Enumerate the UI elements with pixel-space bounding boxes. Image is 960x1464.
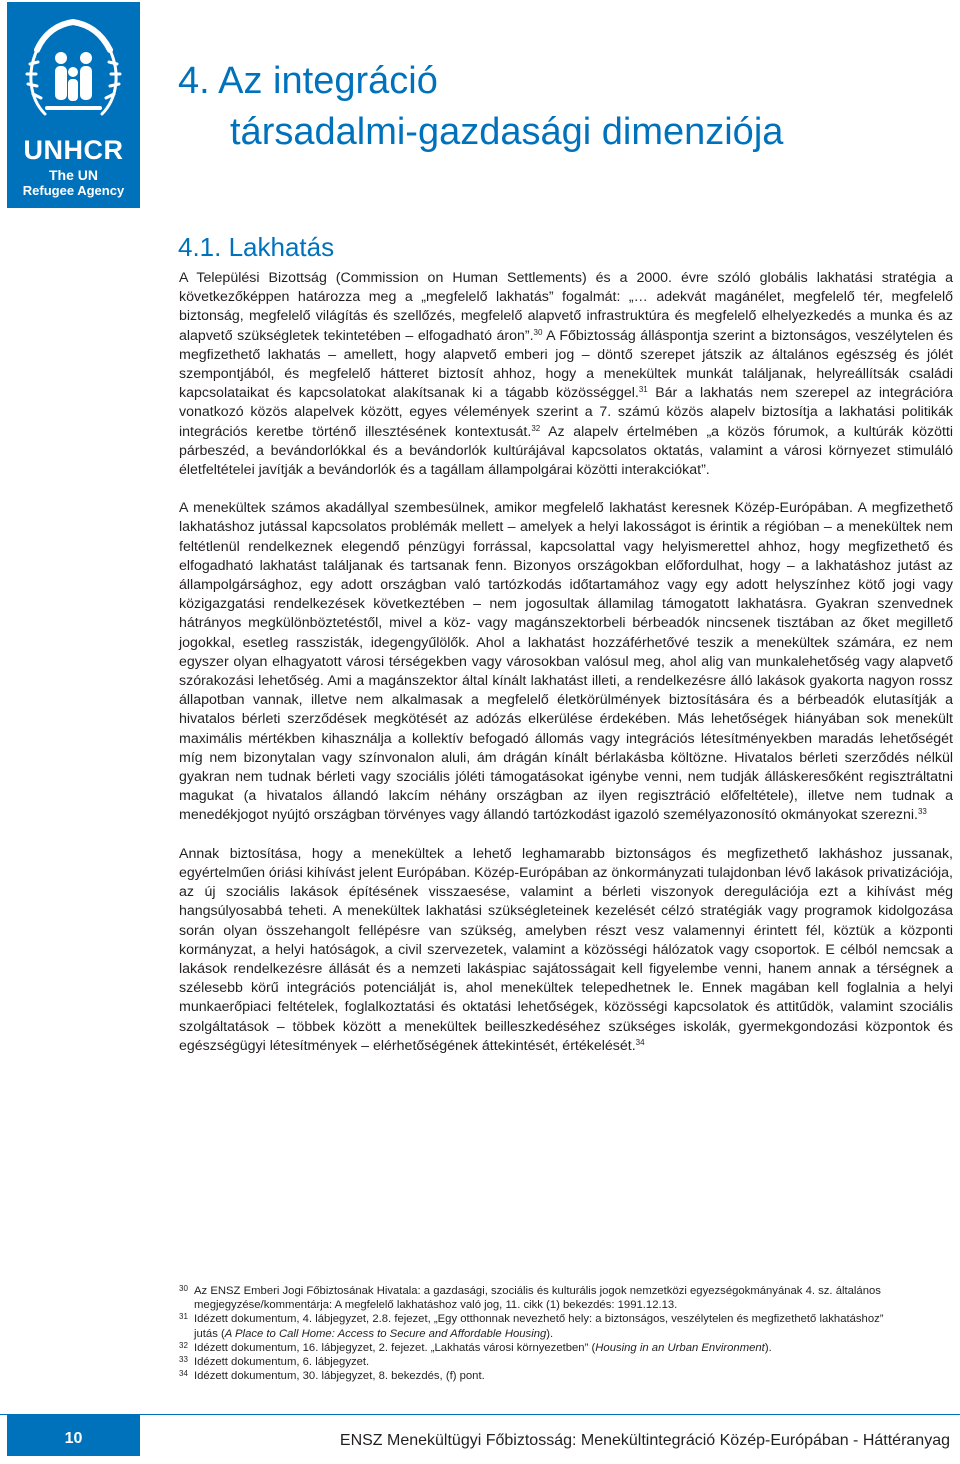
footnote-number: 34	[179, 1369, 188, 1379]
chapter-title-line1: 4. Az integráció	[178, 60, 438, 102]
footnote-title-italic: A Place to Call Home: Access to Secure and Affordable Housing	[224, 1327, 547, 1340]
footnote-text: Idézett dokumentum, 16. lábjegyzet, 2. fejezet. „Lakhatás városi környezetben” (	[194, 1341, 596, 1354]
unhcr-emblem-icon	[7, 2, 140, 134]
footnote-34	[179, 1369, 899, 1383]
chapter-title-line2: társadalmi-gazdasági dimenziója	[230, 111, 784, 153]
footnote-number: 33	[179, 1355, 188, 1365]
footnote-33	[179, 1355, 899, 1369]
footnote-text: Idézett dokumentum, 30. lábjegyzet, 8. bekezdés, (f) pont.	[194, 1370, 485, 1383]
paragraph-text: Az alapelv értelmében „a közös fórumok, a kultúrák közötti párbeszéd, a bevándorlókkal és a bevándorlók kultúrájával kapcsolatos oktatás, valamint a városi környezet stimuláló életfeltételei javítják a bevándorlók és a tagállam állampolgárai közötti interakciókat”.	[179, 423, 953, 479]
logo-tagline-line1: The UN	[49, 167, 98, 183]
footer-divider	[0, 1414, 960, 1415]
footnote-text: Idézett dokumentum, 6. lábjegyzet.	[194, 1356, 370, 1369]
logo-wordmark: UNHCR	[23, 135, 124, 165]
footnote-30	[179, 1284, 899, 1312]
footnote-number: 30	[179, 1284, 188, 1293]
unhcr-logo	[7, 2, 140, 208]
footnote-ref: 30	[533, 327, 543, 337]
page-number: 10	[7, 1414, 140, 1456]
paragraph-text: A Települési Bizottság (Commission on Human Settlements) és a 2000. évre szóló globális lakhatási stratégia a következőképpen határozza meg a „megfelelő lakhatás” fogalmát: „… adekvát magánélet, megfelelő tér, megfelelő biztonság, megfelelő világítás és szellőzés, megfelelő alapvető infrastruktúra és megfelelő elhelyezkedés a munka és az alapvető szükségletek tekintetében – elfogadható áron”.	[179, 270, 953, 344]
footnote-number: 31	[179, 1312, 188, 1322]
paragraph-text: Bár a lakhatás nem szerepel az integrációra vonatkozó közös alapelvek között, egyes vélemények szerint a 7. számú közös alapelv biztosítja a lakhatási politikák integrációs keretbe történő illesztésének kontextusát.	[179, 385, 953, 440]
footnote-text: Idézett dokumentum, 4. lábjegyzet, 2.8. fejezet, „Egy otthonnak nevezhető hely: a biztonságos, veszélytelen és megfizethető lakhatáshoz” jutás (	[194, 1313, 884, 1340]
footnote-31	[179, 1312, 899, 1340]
body-paragraph	[179, 499, 953, 825]
footnote-ref: 32	[531, 423, 541, 433]
section-title: 4.1. Lakhatás	[178, 232, 335, 262]
logo-tagline-line2: Refugee Agency	[22, 183, 125, 198]
footnote-ref: 33	[917, 807, 927, 817]
paragraph-text: A menekültek számos akadállyal szembesülnek, amikor megfelelő lakhatást keresnek Közép-Európában. A megfizethető lakhatáshoz jutással kapcsolatos problémák mellett – amelyek a helyi lakosságot is érintik a régióban – a menekültek nem feltétlenül rendelkeznek elegendő pénzügyi forrással, kapcsolattal vagy helyismerettel ahhoz, hogy megfizethető és elfogadható lakhatást találjanak és tartsanak fenn. Bizonyos országokban előfordulhat, hogy – a lakhatáshoz jutást az állampolgársághoz, egy adott országban való tartózkodás időtartamához vagy egy adott helyszínhez kötő jogi vagy közigazgatási rendelkezések következtében – nem jogosultak államilag támogatott lakhatásra. Gyakran szenvednek hátrányos megkülönböztetéstől, mivel a köz- vagy magánszektorbeli bérbeadók nincsenek tisztában az őket megillető jogokkal, esetleg rasszisták, idegengyűlölők. Ahol a lakhatást hozzáférhetővé teszik a menekültek számára, ez nem egyszer olyan elhagyatott városi térségekben vagy városokban valósul meg, ahol alig van munkalehetőség vagy alapvető szórakozási lehetőség. Ami a magánszektor által kínált lakhatást illeti, a rendelkezésre álló lakások gyakorta nagyon rossz állapotban vannak, illetve nem alkalmasak a megfelelő életkörülmények biztosítására és a bérbeadók elutasítják a hivatalos bérleti szerződések megkötését az adózás elkerülése érdekében. Más lehetőségek hiányában sok menekült maximális mértékben kihasználja a kollektív befogadó állomás vagy integrációs létesítményekben maradás lehetőségét míg nem bizonytalan vagy színvonalon aluli, ám drágán kínált bérlakásba költözne. Hivatalos bérleti szerződés nélkül gyakran nem tudnak bérleti vagy szociális jóléti támogatásokat igénybe venni, nem tudják álláskeresőként regisztráltatni magukat (a hivatalos állandó lakcím néhány országban az ilyen regisztráció előfeltétele), illetve nem tudnak a menedékjogot nyújtó országban törvényes vagy állandó tartózkodást igazoló személyazonosító okmányokat szerezni.	[179, 500, 953, 824]
chapter-title	[178, 56, 783, 158]
footnote-title-italic: Housing in an Urban Environment	[595, 1341, 765, 1354]
body-text	[179, 269, 953, 1056]
footnote-ref: 31	[638, 385, 648, 395]
footnote-number: 32	[179, 1340, 188, 1350]
paragraph-text: Annak biztosítása, hogy a menekültek a lehető leghamarabb biztonságos és megfizethető lakháshoz jussanak, egyértelműen óriási kihívást jelent Európában. Közép-Európában az önkormányzati tulajdonban lévő lakások privatizációja, az új szociális lakások építésének visszaesése, valamint a bérleti viszonyok deregulációja ezt a kihívást még hangsúlyosabbá teheti. A menekültek lakhatási szükségleteinek kezelését célzó stratégiák vagy programok kidolgozása során olyan összehangolt fellépésre van szükség, amelyben részt vesz valamennyi érintett fél, köztük a központi kormányzat, a helyi hatóságok, a civil szervezetek, valamint a közösségi hálózatok vagy csoportok. E célból nemcsak a lakások rendelkezésre állását és a nemzeti lakáspiac sajátosságait kell figyelembe venni, hanem annak a térségnek a szélesebb körű integrációs potenciálját is, ahol menekültek telepedhetnek le. Ennek magában kell foglalnia a helyi munkaerőpiaci feltételek, foglalkoztatási és oktatási lehetőségek, közösségi kapcsolatok és attitűdök, valamint szociális szolgáltatások – többek között a menekültek beilleszkedéséhez szükséges iskolák, gyermekgondozási központok és egészségügyi létesítmények – elérhetőségének áttekintését, értékelését.	[179, 845, 953, 1054]
body-paragraph	[179, 845, 953, 1056]
footnote-32	[179, 1341, 899, 1355]
paragraph-text: A Főbiztosság álláspontja szerint a biztonságos, veszélytelen és megfizethető lakhatás – amellett, hogy alapvető emberi jog – döntő szerepet játszik az általános egészség és jólét szempontjából, és megfelelő hátteret biztosít ahhoz, hogy a menekültek munkát találjanak, helyreállítsák családi kapcsolataikat és kapcsolatokat alakítsanak ki a tágabb közösséggel.	[179, 327, 953, 402]
footnote-text: Az ENSZ Emberi Jogi Főbiztosának Hivatala: a gazdasági, szociális és kulturális jogok nemzetközi egyezségokmányának 4. sz. általános megjegyzése/kommentárja: A megfelelő lakhatáshoz való jog, 11. cikk (1) bekezdés: 1991.12.13.	[194, 1285, 881, 1312]
footnote-ref: 34	[635, 1037, 645, 1047]
footnotes	[179, 1284, 899, 1383]
running-footer: ENSZ Menekültügyi Főbiztosság: Menekültintegráció Közép-Európában - Háttéranyag	[339, 1432, 950, 1449]
footnote-text: ).	[764, 1341, 772, 1354]
footnote-text: ).	[546, 1327, 554, 1340]
body-paragraph	[179, 269, 953, 480]
